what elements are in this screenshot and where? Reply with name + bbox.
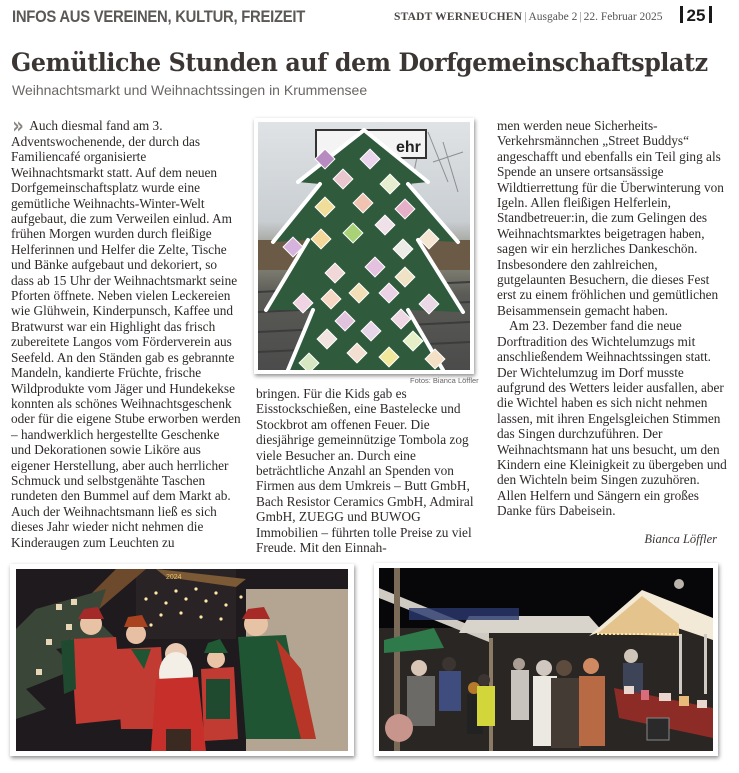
photo-tree	[258, 122, 470, 370]
column-2-text: bringen. Für die Kids gab es Eisstockschießen, eine Bastelecke und Stockbrot am offenen Feuer. Die diesjährige gemeinnützige Tombola zog viele Besucher an. Durch eine beträchtliche Anzahl an Spenden von Firmen aus dem Umkreis – Butt GmbH, Bach Resistor Ceramics GmbH, Admiral GmbH, ZUEGG und BUWOG Immobilien – führten tolle Preise zu viel Freude. Mit den Einnah-	[256, 386, 474, 556]
quote-chevron-icon: »	[12, 114, 24, 139]
column-1-text: Auch diesmal fand am 3. Adventswochenende, der durch das Familiencafé organisierte Weihnachtsmarkt statt. Auf dem neuen Dorfgemeinschaftsplatz wurde eine gemütliche Weihnachts-Winter-Welt aufgebaut, die zum Verweilen einlud. Am frühen Morgen wurden durch fleißige Helferinnen und Helfer die Zelte, Tische und Bänke aufgebaut und dekoriert, so dass ab 15 Uhr der Weihnachtsmarkt seine Pforten öffnete. Neben vielen Leckereien wie Glühwein, Kinderpunsch, Kaffee und Bratwurst war ein Highlight das frisch zubereitete Langos vom Förderverein aus Seefeld. An den Ständen gab es gebrannte Mandeln, kandierte Früchte, frische Wildprodukte vom Jäger und Hundekekse konnten als schönes Weihnachtsgeschenk oder für die eigene Stube erworben werden – handwerklich hergestellte Geschenke und Dekorationen sowie Liköre aus eigener Herstellung, aber auch herrlicher Schmuck und selbstgenähte Taschen rundeten den Bummel auf dem Markt ab. Auch der Weihnachtsmann ließ es sich dieses Jahr wieder nicht nehmen die Kinderaugen zum Leuchten zu	[11, 118, 241, 550]
photo-credit: Fotos: Bianca Löffler	[410, 376, 479, 385]
section-header: INFOS AUS VEREINEN, KULTUR, FREIZEIT	[12, 8, 306, 26]
elf-3	[201, 639, 238, 741]
column-3-paragraph-1: men werden neue Sicherheits-Verkehrsmännchen „Street Buddys“ angeschafft und ebenfalls ein Teil ging als Spende an unsere ortsansässige Wildtierrettung für die Überwinterung von Igeln. Allen fleißigen Helferlein, Standbetreuer:in, die zum Gelingen des Weihnachtsmarktes beigetragen haben, sagen wir ein herzliches Dankeschön. Insbesondere den zahlreichen, gutgelaunten Besuchern, die dieses Fest erst zu einem fröhlichen und gemütlichen Beisammensein gemacht haben.	[497, 118, 724, 318]
elves-illustration	[16, 569, 348, 751]
page-number-box	[676, 6, 716, 26]
issue-label: Ausgabe 2	[528, 11, 578, 23]
photo-market-frame	[374, 563, 718, 756]
svg-text:2024: 2024	[166, 574, 182, 581]
svg-text:ehr: ehr	[396, 139, 421, 156]
column-3-paragraph-2: Am 23. Dezember fand die neue Dorftradition des Wichtelumzugs mit anschließendem Weihnachtssingen statt. Der Wichtelumzug im Dorf musste aufgrund des Wetters leider ausfallen, aber die Wichtel haben es sich nicht nehmen lassen, mit ihren Engelsgleichen Stimmen das Singen durchzuführen. Der Weihnachtsmann hat uns besucht, um den Kindern eine Kleinigkeit zu übergeben und den Wichteln beim Singen zuzuhören. Allen Helfern und Sängern ein großes Danke fürs Dabeisein.	[497, 318, 727, 519]
photo-elves	[16, 569, 348, 751]
tree-illustration	[258, 122, 470, 370]
article-subtitle: Weihnachtsmarkt und Weihnachtssingen in Krummensee	[12, 82, 368, 98]
issue-date: 22. Februar 2025	[583, 11, 663, 23]
article-title: Gemütliche Stunden auf dem Dorfgemeinschaftsplatz	[11, 48, 708, 78]
article-column-2	[256, 386, 486, 555]
article-author: Bianca Löffler	[644, 532, 717, 546]
article-column-3	[497, 118, 727, 519]
photo-market	[379, 568, 713, 751]
publication-name: STADT WERNEUCHEN	[394, 11, 523, 23]
photo-elves-frame	[10, 564, 354, 756]
page-number: 25	[686, 6, 706, 25]
market-illustration	[379, 568, 713, 751]
publication-meta: STADT WERNEUCHEN | Ausgabe 2 | 22. Februar 2025	[394, 11, 663, 23]
page-divider-right	[709, 6, 712, 23]
page-divider-left	[680, 6, 683, 23]
photo-tree-frame	[254, 118, 474, 374]
article-column-1	[11, 114, 241, 550]
